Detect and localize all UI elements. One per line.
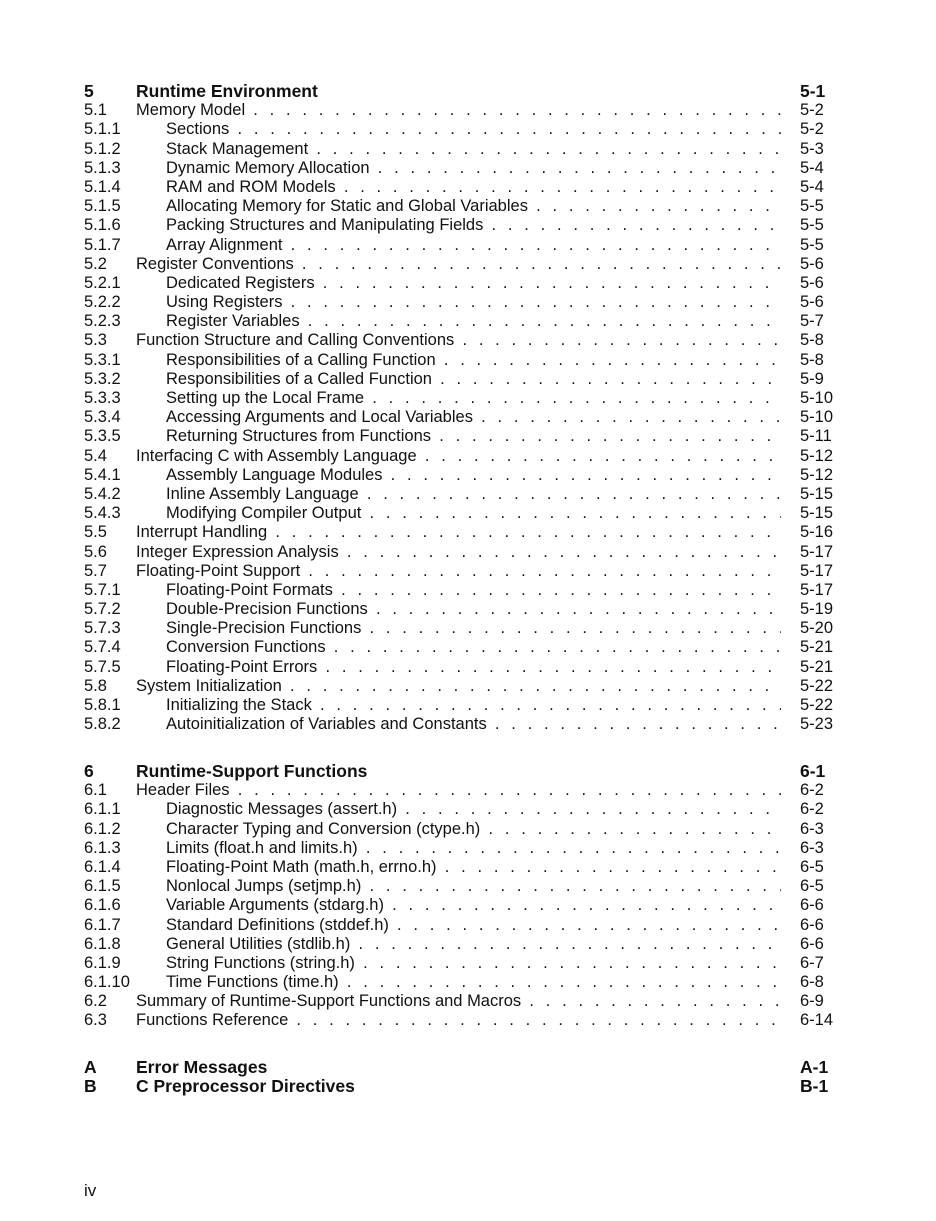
- toc-entry-page: 5-7: [800, 312, 824, 331]
- toc-entry-number: 5.2.2: [84, 293, 121, 312]
- toc-entry-number: 6.1.1: [84, 800, 121, 819]
- toc-entry: [84, 954, 841, 973]
- toc-entry: [84, 331, 841, 350]
- toc-entry-number: 5.8.1: [84, 696, 121, 714]
- toc-entry-title: System Initialization . . .: [136, 677, 781, 696]
- toc-entry: [84, 916, 841, 935]
- toc-entry-title: Interrupt Handling . . .: [136, 523, 781, 542]
- toc-entry-title: Double-Precision Functions . . .: [166, 600, 781, 619]
- toc-entry-number: 5.7.2: [84, 600, 121, 619]
- toc-entry: [84, 178, 841, 197]
- toc-entry-page: 5-2: [800, 120, 824, 139]
- toc-entry: [84, 619, 841, 638]
- toc-entry: [84, 935, 841, 954]
- toc-entry-page: 6-5: [800, 857, 824, 876]
- toc-entry-number: 6.1.2: [84, 819, 121, 838]
- toc-entry-page: 6-6: [800, 896, 824, 915]
- toc-entry-number: 6.1: [84, 781, 107, 800]
- page-number-footer: iv: [84, 1181, 97, 1200]
- toc-entry: [84, 820, 841, 839]
- toc-chapter-entry: [84, 82, 841, 101]
- toc-entry-number: 5.1.7: [84, 235, 121, 254]
- toc-entry-number: 5.7.4: [84, 638, 121, 657]
- toc-entry-title: Function Structure and Calling Conventions . . .: [136, 331, 781, 350]
- toc-entry-page: 5-5: [800, 216, 824, 235]
- toc-entry-page: 5-8: [800, 350, 824, 369]
- toc-entry-title: Responsibilities of a Called Function . . .: [166, 370, 781, 389]
- toc-entry-number: 5.1.1: [84, 120, 121, 139]
- toc-entry-title: Sections . . .: [166, 120, 781, 139]
- toc-entry-number: 6.1.4: [84, 857, 121, 876]
- toc-entry: [84, 504, 841, 523]
- toc-entry: [84, 658, 841, 677]
- toc-entry-page: 5-21: [800, 657, 834, 676]
- toc-entry: [84, 992, 841, 1011]
- toc-entry: [84, 1011, 841, 1030]
- toc-entry-title: Interfacing C with Assembly Language . . .: [136, 447, 781, 466]
- toc-entry-number: 6.1.6: [84, 896, 121, 915]
- toc-entry-title: Single-Precision Functions . . .: [166, 619, 781, 638]
- toc-entry-page: 5-4: [800, 158, 824, 177]
- toc-entry-number: 5.4: [84, 446, 107, 465]
- toc-entry-title: Initializing the Stack . . .: [166, 696, 781, 715]
- toc-entry: [84, 696, 841, 715]
- toc-entry-title: General Utilities (stdlib.h) . . .: [166, 935, 781, 954]
- toc-entry-number: 6: [84, 761, 94, 781]
- toc-entry-page: 5-9: [800, 369, 824, 388]
- toc-entry-page: 6-6: [800, 934, 824, 953]
- toc-entry: [84, 800, 841, 819]
- toc-entry-title: Standard Definitions (stddef.h) . . .: [166, 916, 781, 935]
- toc-entry-page: 6-7: [800, 953, 824, 972]
- toc-entry-title: Header Files . . .: [136, 781, 781, 800]
- toc-entry-number: 5.4.1: [84, 465, 121, 484]
- toc-entry: [84, 543, 841, 562]
- toc-entry-page: 6-3: [800, 838, 824, 857]
- toc-entry: [84, 255, 841, 274]
- toc-entry-number: 6.1.10: [84, 973, 130, 992]
- toc-entry-number: 5.1: [84, 101, 107, 120]
- toc-entry-title: Assembly Language Modules . . .: [166, 466, 781, 485]
- toc-entry-number: 5.8.2: [84, 715, 121, 734]
- toc-entry-page: 5-17: [800, 580, 834, 599]
- toc-entry-title: Dedicated Registers . . .: [166, 274, 781, 293]
- toc-entry-number: 6.1.7: [84, 915, 121, 934]
- toc-entry-page: 5-2: [800, 101, 824, 120]
- toc-entry-page: 5-5: [800, 197, 824, 216]
- toc-entry-number: 6.3: [84, 1011, 107, 1030]
- toc-entry-page: 5-6: [800, 293, 824, 312]
- toc-entry-number: 5.1.3: [84, 158, 121, 177]
- toc-entry-page: A-1: [800, 1057, 829, 1077]
- toc-entry-page: 6-8: [800, 973, 824, 992]
- toc-entry-number: 5.8: [84, 676, 107, 695]
- toc-entry-page: 5-10: [800, 408, 834, 427]
- toc-entry-title: Packing Structures and Manipulating Fields . . .: [166, 216, 781, 235]
- toc-entry-number: 5.4.2: [84, 484, 121, 503]
- toc-entry-page: 6-3: [800, 819, 824, 838]
- toc-entry-page: 6-2: [800, 781, 824, 800]
- toc-entry-title: Allocating Memory for Static and Global Variables . . .: [166, 197, 781, 216]
- toc-entry: [84, 581, 841, 600]
- toc-entry-title: Floating-Point Errors . . .: [166, 658, 781, 677]
- toc-entry-number: 5.3.3: [84, 389, 121, 407]
- toc-entry-page: 5-17: [800, 561, 834, 580]
- toc-appendices: [84, 1058, 841, 1096]
- toc-entry-title: Accessing Arguments and Local Variables . . .: [166, 408, 781, 427]
- toc-entry: [84, 159, 841, 178]
- toc-entry-title: Stack Management . . .: [166, 140, 781, 159]
- toc-entry: [84, 312, 841, 331]
- toc-entry: [84, 677, 841, 696]
- toc-entry-title: Responsibilities of a Calling Function . . .: [166, 351, 781, 370]
- toc-entry-number: 5: [84, 81, 94, 101]
- toc-entry: [84, 274, 841, 293]
- toc-entry: [84, 562, 841, 581]
- toc-entry-page: 5-22: [800, 696, 834, 714]
- toc-entry: [84, 877, 841, 896]
- toc-entry-title: Variable Arguments (stdarg.h) . . .: [166, 896, 781, 915]
- toc-entry-page: 6-5: [800, 877, 824, 896]
- toc-entry-number: 6.1.3: [84, 838, 121, 857]
- toc-entry-title: Floating-Point Math (math.h, errno.h) . . .: [166, 858, 781, 877]
- toc-entry-page: 5-1: [800, 81, 826, 101]
- toc-entry-page: B-1: [800, 1076, 829, 1097]
- toc-chapter-5: [84, 82, 841, 734]
- toc-entry: [84, 120, 841, 139]
- toc-entry-page: 5-17: [800, 542, 834, 561]
- toc-entry: [84, 389, 841, 408]
- toc-entry-page: 5-19: [800, 600, 834, 619]
- toc-entry-page: 5-3: [800, 139, 824, 158]
- toc-entry-title: Runtime-Support Functions: [136, 762, 368, 781]
- toc-entry-title: Register Variables . . .: [166, 312, 781, 331]
- toc-entry: [84, 715, 841, 734]
- toc-entry-title: Limits (float.h and limits.h) . . .: [166, 839, 781, 858]
- toc-entry: [84, 408, 841, 427]
- toc-entry-number: A: [84, 1057, 97, 1077]
- toc-entry-number: 5.3.2: [84, 369, 121, 388]
- toc-entry-page: 5-15: [800, 504, 834, 523]
- toc-entry-title: Modifying Compiler Output . . .: [166, 504, 781, 523]
- toc-entry-title: Register Conventions . . .: [136, 255, 781, 274]
- toc-entry-page: 6-6: [800, 915, 824, 934]
- toc-entry-number: 5.7.3: [84, 619, 121, 638]
- toc-entry-page: 5-23: [800, 715, 834, 734]
- toc-entry-page: 6-1: [800, 761, 826, 781]
- toc-entry-number: 5.4.3: [84, 504, 121, 523]
- toc-entry-title: Integer Expression Analysis . . .: [136, 543, 781, 562]
- toc-entry-page: 5-10: [800, 389, 834, 407]
- toc-entry: [84, 236, 841, 255]
- toc-entry-page: 5-11: [800, 427, 832, 446]
- toc-entry-page: 5-5: [800, 235, 824, 254]
- toc-entry-number: 5.6: [84, 542, 107, 561]
- toc-entry-title: Conversion Functions . . .: [166, 638, 781, 657]
- toc-entry-number: 5.5: [84, 523, 107, 542]
- toc-entry-title: Functions Reference . . .: [136, 1011, 781, 1030]
- toc-entry: [84, 447, 841, 466]
- toc-chapter-entry: [84, 1058, 841, 1077]
- toc-entry-number: 5.2.3: [84, 312, 121, 331]
- toc-chapter-entry: [84, 1077, 841, 1096]
- toc-entry-page: 5-20: [800, 619, 834, 638]
- toc-entry-number: 5.7.1: [84, 580, 121, 599]
- toc-entry-title: Runtime Environment: [136, 82, 318, 101]
- toc-entry-page: 6-9: [800, 992, 824, 1011]
- toc-entry-title: Diagnostic Messages (assert.h) . . .: [166, 800, 781, 819]
- toc-entry: [84, 197, 841, 216]
- toc-entry: [84, 600, 841, 619]
- toc-entry: [84, 973, 841, 992]
- toc-entry-number: 5.3.4: [84, 408, 121, 427]
- toc-entry: [84, 101, 841, 120]
- toc-entry-number: 6.1.9: [84, 953, 121, 972]
- toc-entry-page: 5-22: [800, 676, 834, 695]
- toc-entry-title: Nonlocal Jumps (setjmp.h) . . .: [166, 877, 781, 896]
- toc-entry-page: 5-12: [800, 465, 834, 484]
- toc-entry-page: 5-21: [800, 638, 834, 657]
- toc-entry-number: 5.2.1: [84, 273, 121, 292]
- toc-entry-page: 5-15: [800, 484, 834, 503]
- toc-entry-page: 5-4: [800, 177, 824, 196]
- toc-entry-number: 5.1.4: [84, 177, 121, 196]
- toc-entry: [84, 427, 841, 446]
- toc-entry-number: 5.3.1: [84, 350, 121, 369]
- toc-entry-number: 6.1.5: [84, 877, 121, 896]
- toc-entry-page: 5-12: [800, 446, 834, 465]
- toc-entry: [84, 896, 841, 915]
- toc-entry: [84, 839, 841, 858]
- toc-entry-number: B: [84, 1076, 97, 1097]
- toc-entry: [84, 858, 841, 877]
- toc-entry-title: String Functions (string.h) . . .: [166, 954, 781, 973]
- toc-entry-title: Summary of Runtime-Support Functions and Macros . . .: [136, 992, 781, 1011]
- toc-entry: [84, 140, 841, 159]
- toc-entry: [84, 370, 841, 389]
- toc-chapter-6: [84, 762, 841, 1031]
- toc-entry-page: 5-16: [800, 523, 834, 542]
- toc-entry: [84, 781, 841, 800]
- toc-entry: [84, 523, 841, 542]
- toc-entry-title: Using Registers . . .: [166, 293, 781, 312]
- toc-entry: [84, 216, 841, 235]
- toc-entry: [84, 351, 841, 370]
- toc-entry-page: 6-2: [800, 800, 824, 819]
- toc-entry-title: Dynamic Memory Allocation . . .: [166, 159, 781, 178]
- toc-entry-title: Character Typing and Conversion (ctype.h) . . .: [166, 820, 781, 839]
- toc-entry: [84, 293, 841, 312]
- toc-entry-title: Floating-Point Support . . .: [136, 562, 781, 581]
- toc-entry-number: 5.1.2: [84, 139, 121, 158]
- toc-chapter-entry: [84, 762, 841, 781]
- toc-entry-title: RAM and ROM Models . . .: [166, 178, 781, 197]
- toc-entry: [84, 485, 841, 504]
- toc-entry: [84, 638, 841, 657]
- toc-entry-number: 5.1.5: [84, 197, 121, 216]
- toc-entry-title: Setting up the Local Frame . . .: [166, 389, 781, 408]
- toc-entry-number: 5.1.6: [84, 216, 121, 235]
- toc-entry-number: 5.3: [84, 331, 107, 350]
- toc-entry-number: 6.2: [84, 992, 107, 1011]
- toc-entry-number: 5.3.5: [84, 427, 121, 446]
- toc-entry-title: Array Alignment . . .: [166, 236, 781, 255]
- toc-entry-title: Error Messages: [136, 1058, 268, 1077]
- toc-entry-page: 5-6: [800, 273, 824, 292]
- toc-entry-number: 5.7.5: [84, 657, 121, 676]
- toc-entry-page: 5-6: [800, 254, 824, 273]
- toc-entry-title: Time Functions (time.h) . . .: [166, 973, 781, 992]
- toc-entry-title: C Preprocessor Directives: [136, 1077, 355, 1097]
- toc-entry-number: 6.1.8: [84, 934, 121, 953]
- toc-entry-page: 6-14: [800, 1011, 834, 1030]
- toc-entry-page: 5-8: [800, 331, 824, 350]
- toc-entry: [84, 466, 841, 485]
- toc-entry-title: Inline Assembly Language . . .: [166, 485, 781, 504]
- toc-entry-number: 5.7: [84, 561, 107, 580]
- toc-entry-title: Autoinitialization of Variables and Constants . . .: [166, 715, 781, 734]
- toc-entry-number: 5.2: [84, 254, 107, 273]
- toc-entry-title: Memory Model . . .: [136, 101, 781, 120]
- toc-entry-title: Floating-Point Formats . . .: [166, 581, 781, 600]
- toc-entry-title: Returning Structures from Functions . . .: [166, 427, 781, 446]
